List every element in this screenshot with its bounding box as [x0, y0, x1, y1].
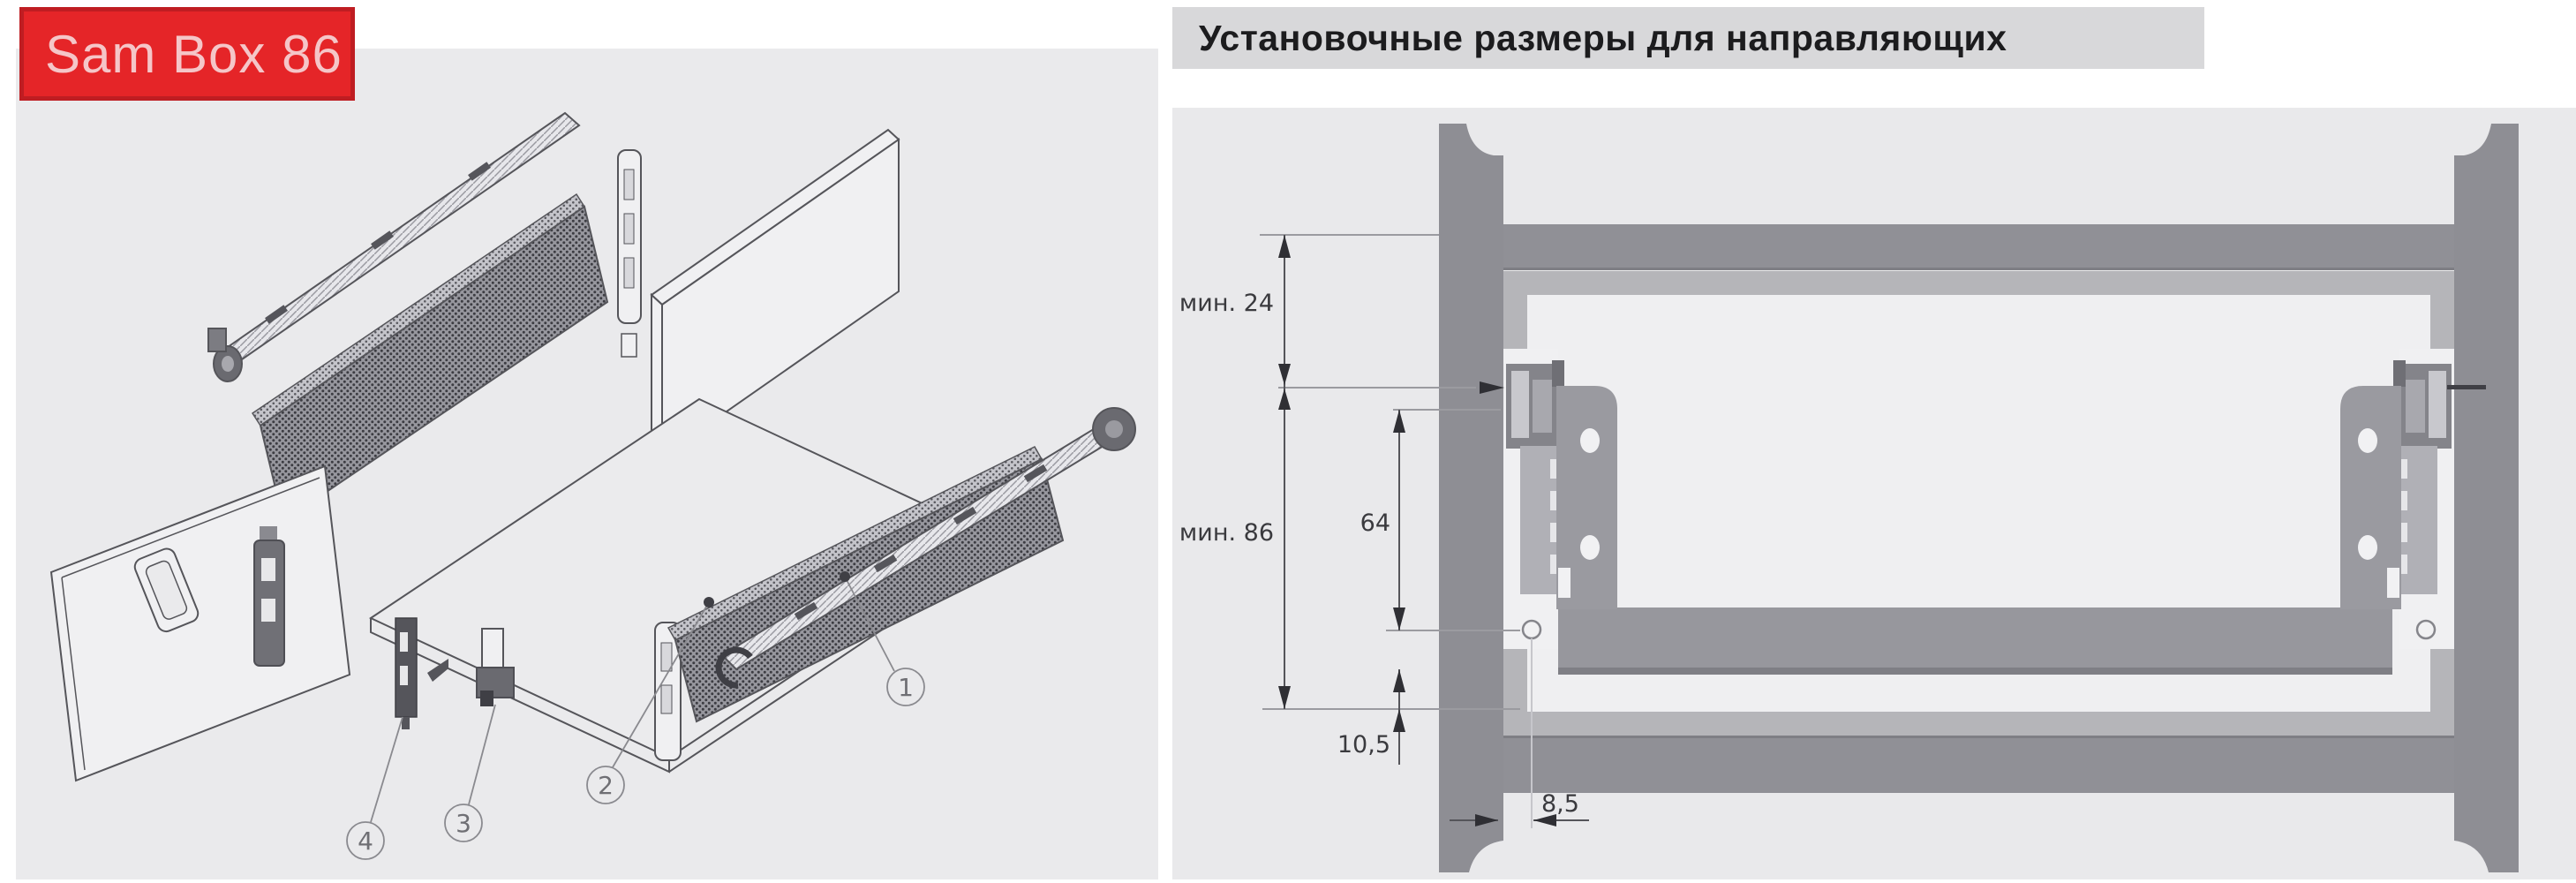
- slide-cross-rail: [1558, 608, 2392, 668]
- dim-8-5-label: 8,5: [1541, 790, 1579, 818]
- exploded-view: [16, 49, 1158, 879]
- front-fixing-bracket-left: [254, 526, 284, 666]
- dim-min24-label: мин. 24: [1179, 290, 1274, 317]
- bracket-hole: [2358, 535, 2377, 560]
- slide-cross-rail-lip: [1558, 668, 2392, 675]
- bracket-hole: [1580, 428, 1600, 453]
- back-frame-top: [1503, 271, 2454, 295]
- cabinet-top-panel-edge: [1503, 268, 2454, 270]
- callout-1-number: 1: [898, 673, 914, 702]
- callout-2-target-dot: [704, 597, 714, 608]
- callout-1-target-dot: [840, 571, 850, 582]
- bracket-hole: [1580, 535, 1600, 560]
- reference-tick-right: [2447, 385, 2486, 389]
- cabinet-bottom-panel-edge: [1503, 736, 2454, 738]
- part-4-pin-bracket: [395, 618, 417, 729]
- cabinet-bottom-panel: [1503, 738, 2454, 793]
- cabinet-top-panel: [1503, 224, 2454, 270]
- callout-3-number: 3: [456, 809, 471, 838]
- callout-2-number: 2: [598, 771, 614, 800]
- dim-10-5-label: 10,5: [1337, 731, 1390, 758]
- right-title-text: Установочные размеры для направляющих: [1199, 17, 2007, 58]
- slide-assembly-left: [1503, 349, 1617, 649]
- bracket-hole: [2358, 428, 2377, 453]
- dim-64-label: 64: [1360, 509, 1390, 537]
- product-banner-label: Sam Box 86: [45, 24, 343, 84]
- back-frame-bottom: [1503, 712, 2454, 736]
- product-banner: [19, 7, 355, 101]
- right-title-band: [1172, 7, 2204, 69]
- dim-min86-label: мин. 86: [1179, 519, 1274, 547]
- callout-4-number: 4: [358, 826, 373, 856]
- cabinet-left-wall: [1439, 124, 1503, 872]
- exploded-view-background: [16, 49, 1158, 879]
- cabinet-right-wall: [2454, 124, 2519, 872]
- pilot-hole-right: [2417, 621, 2435, 638]
- installation-drawing: [1172, 108, 2576, 879]
- pilot-hole-left: [1523, 621, 1540, 638]
